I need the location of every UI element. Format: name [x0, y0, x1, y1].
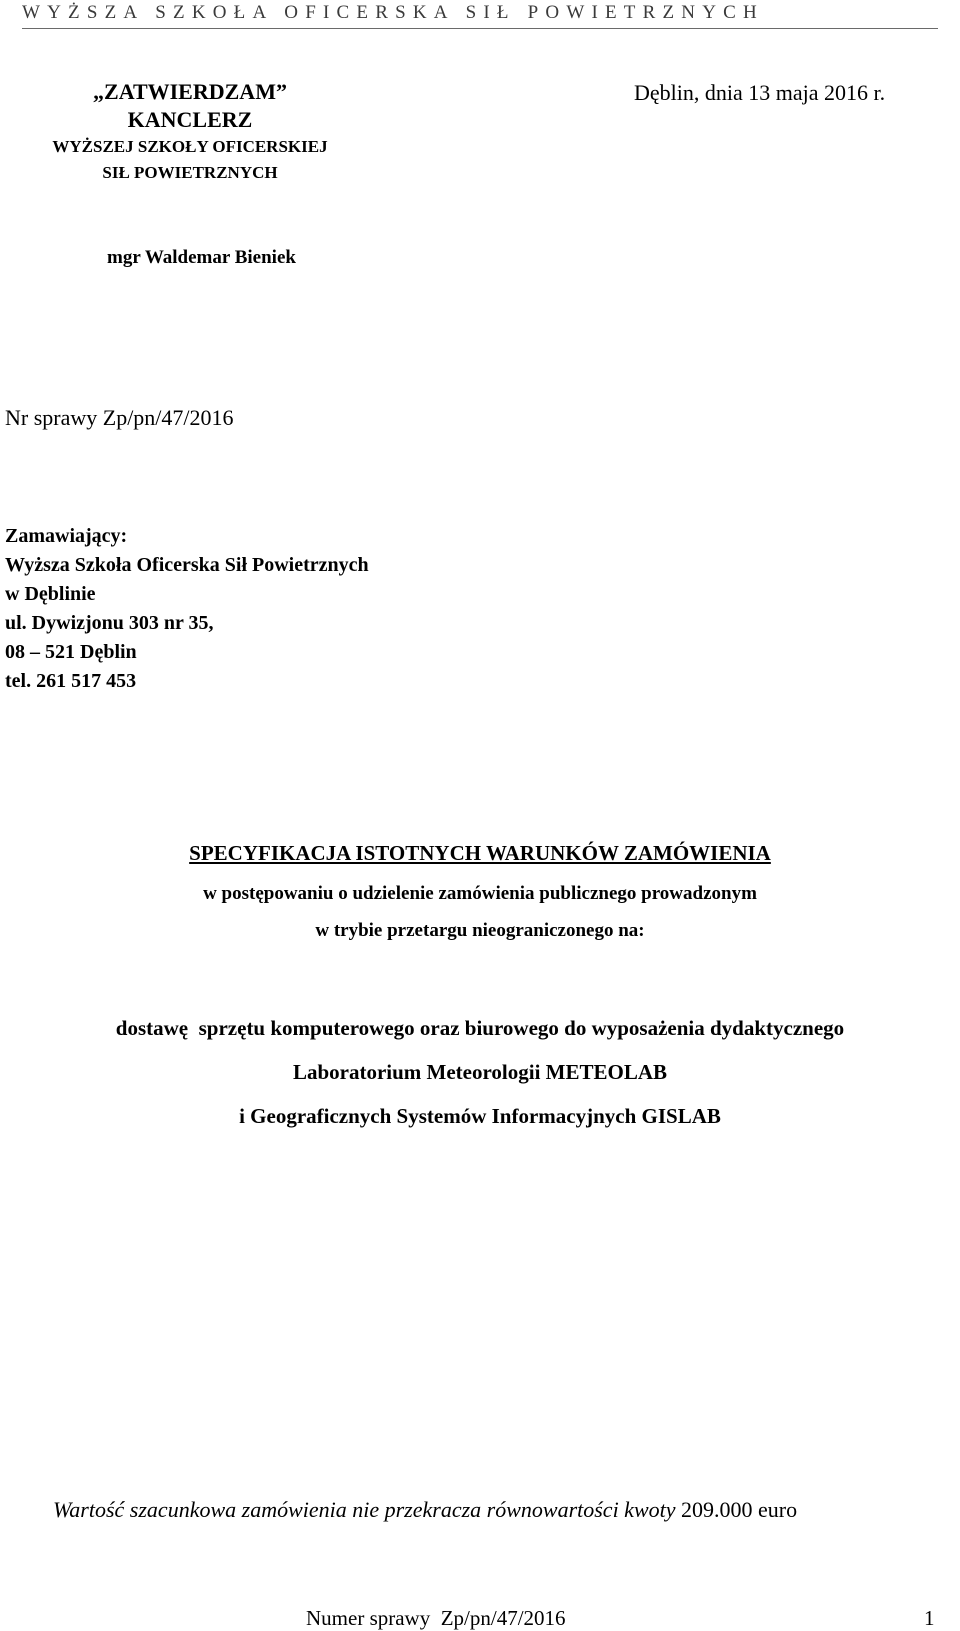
- approval-heading: „ZATWIERDZAM”: [93, 79, 287, 104]
- footer-case-number: Numer sprawy Zp/pn/47/2016: [306, 1606, 566, 1630]
- place-and-date: Dęblin, dnia 13 maja 2016 r.: [634, 80, 886, 105]
- specification-title: SPECYFIKACJA ISTOTNYCH WARUNKÓW ZAMÓWIENIA: [189, 841, 771, 865]
- orderer-name-line2: w Dęblinie: [5, 583, 96, 605]
- specification-line2: w trybie przetargu nieograniczonego na:: [315, 920, 645, 941]
- footer-page-number: 1: [924, 1606, 935, 1630]
- order-subject-line2: Laboratorium Meteorologii METEOLAB: [292, 1060, 668, 1084]
- approval-title: KANCLERZ: [127, 107, 253, 132]
- order-subject-block: [0, 1016, 960, 1148]
- orderer-label: Zamawiający:: [5, 525, 128, 547]
- specification-block: [0, 838, 960, 942]
- orderer-name-line1: Wyższa Szkoła Oficerska Sił Powietrznych: [5, 554, 369, 576]
- order-subject-line3: i Geograficznych Systemów Informacyjnych GISLAB: [239, 1104, 721, 1128]
- orderer-postal: 08 – 521 Dęblin: [5, 641, 137, 663]
- approval-institution-line1: WYŻSZEJ SZKOŁY OFICERSKIEJ: [52, 137, 328, 156]
- estimated-value-statement: [53, 1497, 797, 1523]
- order-subject-line1: dostawę sprzętu komputerowego oraz biurowego do wyposażenia dydaktycznego: [115, 1016, 845, 1040]
- institution-header-banner: WYŻSZA SZKOŁA OFICERSKA SIŁ POWIETRZNYCH: [22, 2, 938, 29]
- case-number: Nr sprawy Zp/pn/47/2016: [5, 405, 234, 430]
- orderer-phone: tel. 261 517 453: [5, 670, 137, 692]
- signatory-name: mgr Waldemar Bieniek: [107, 247, 296, 268]
- orderer-block: [5, 522, 369, 696]
- approval-institution-line2: SIŁ POWIETRZNYCH: [102, 163, 278, 182]
- approval-block: [40, 78, 340, 186]
- specification-line1: w postępowaniu o udzielenie zamówienia publicznego prowadzonym: [203, 883, 757, 904]
- orderer-street: ul. Dywizjonu 303 nr 35,: [5, 612, 214, 634]
- estimated-value-amount: 209.000 euro: [675, 1497, 798, 1522]
- estimated-value-text: Wartość szacunkowa zamówienia nie przekracza równowartości kwoty: [53, 1497, 676, 1522]
